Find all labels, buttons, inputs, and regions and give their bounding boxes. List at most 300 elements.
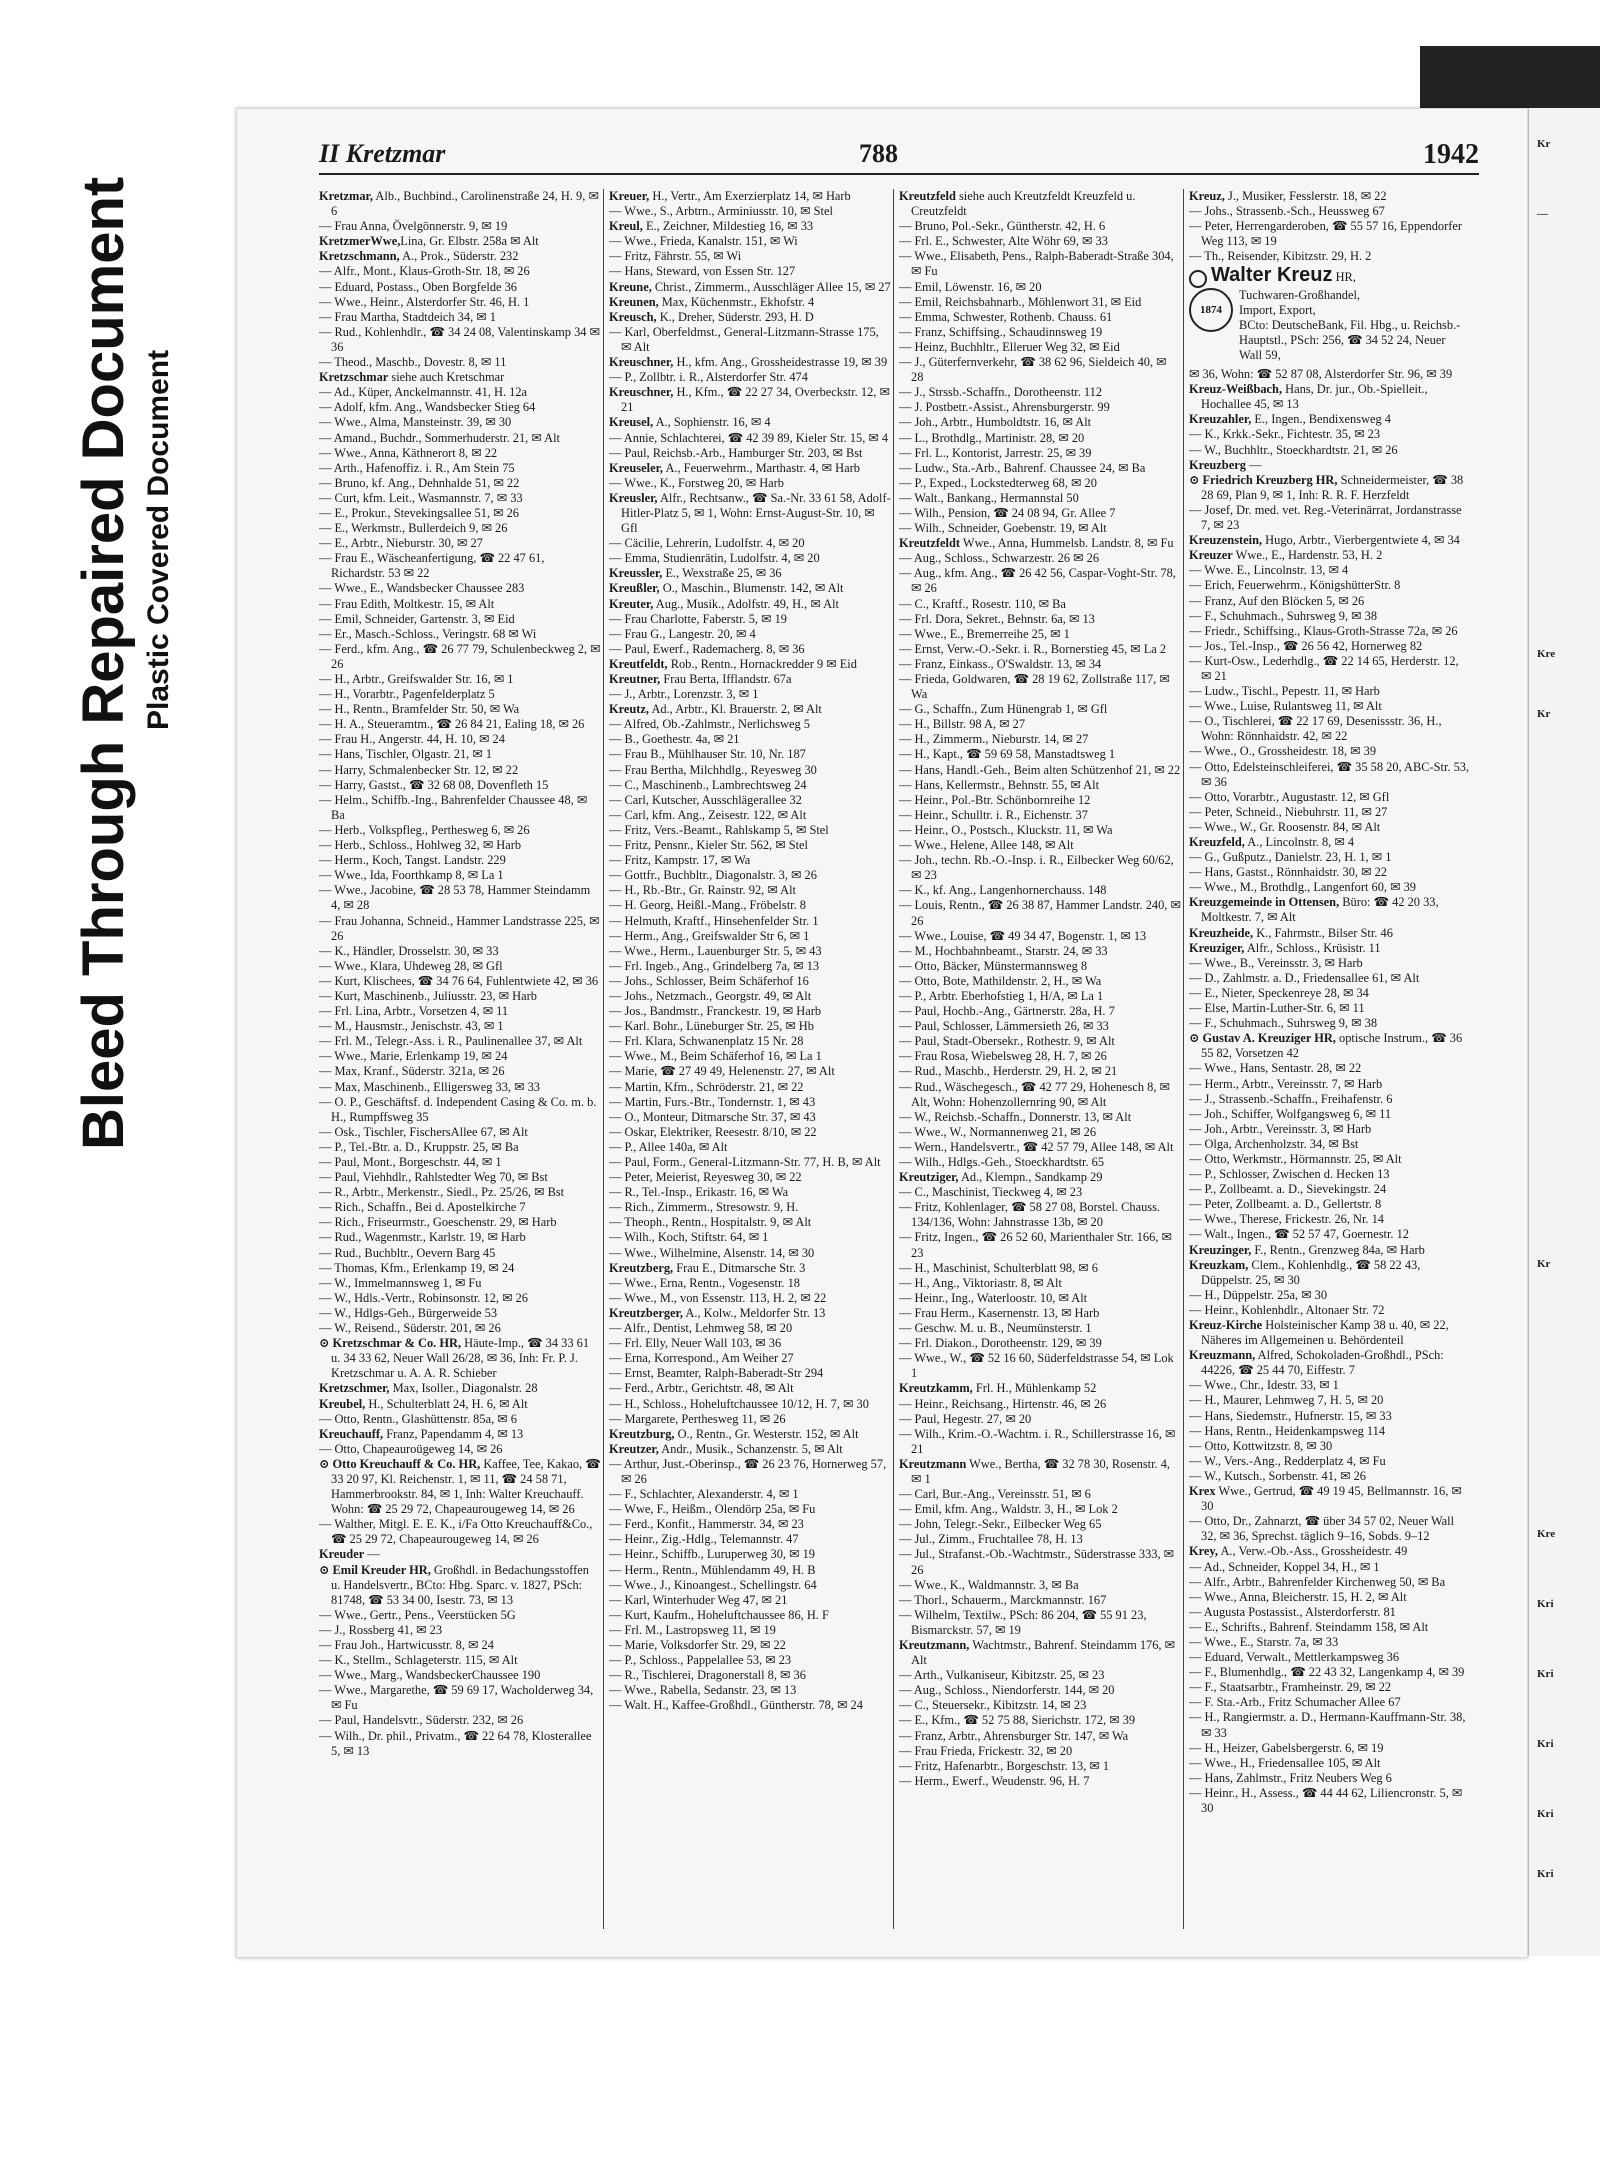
- entry-surname: Kreuzfeld,: [1189, 835, 1245, 849]
- entry-details: Rob., Rentn., Hornackredder 9 ✉ Eid: [667, 656, 857, 671]
- entry-surname: Kreusler,: [609, 490, 658, 505]
- directory-entry: [1189, 1635, 1471, 1650]
- directory-entry: [609, 1427, 891, 1442]
- directory-entry: [899, 1638, 1181, 1668]
- directory-entry: [319, 1215, 601, 1230]
- entry-details: — Emil, Löwenstr. 16, ✉ 20: [899, 279, 1042, 294]
- entry-details: — Frau Anna, Övelgönnerstr. 9, ✉ 19: [319, 219, 508, 234]
- entry-details: — W., Vers.-Ang., Redderplatz 4, ✉ Fu: [1189, 1453, 1386, 1468]
- entry-details: — Louis, Rentn., ☎ 26 38 87, Hammer Landstr. 240, ✉ 26: [899, 898, 1181, 928]
- entry-details: — F., Schuhmach., Suhrsweg 9, ✉ 38: [1189, 608, 1378, 623]
- entry-details: Hans, Dr. jur., Ob.-Spielleit., Hochallee 45, ✉ 13: [1201, 382, 1428, 412]
- directory-entry: [609, 1185, 891, 1200]
- directory-entry: [899, 1457, 1181, 1487]
- directory-entry: [899, 1397, 1181, 1412]
- entry-details: — Fritz, Vers.-Beamt., Rahlskamp 5, ✉ Stel: [609, 822, 829, 837]
- entry-details: — Wwe., W., ☎ 52 16 60, Süderfeldstrasse 54, ✉ Lok 1: [899, 1351, 1174, 1381]
- directory-entry: [1189, 1152, 1471, 1167]
- directory-entry: [1189, 219, 1471, 249]
- entry-details: — Kurt, Klischees, ☎ 34 76 64, Fuhlentwiete 42, ✉ 36: [319, 973, 599, 988]
- directory-entry: [319, 189, 601, 219]
- directory-entry: [609, 264, 891, 279]
- entry-details: — Otto, Rentn., Glashüttenstr. 85a, ✉ 6: [319, 1411, 517, 1426]
- entry-surname: ⊙ Gustav A. Kreuziger HR,: [1189, 1031, 1336, 1046]
- directory-entry: [899, 597, 1181, 612]
- directory-entry: [609, 868, 891, 883]
- directory-entry: [1189, 1469, 1471, 1484]
- directory-entry: [319, 747, 601, 762]
- entry-details: — Josef, Dr. med. vet. Reg.-Veterinärrat, Jordanstrasse 7, ✉ 23: [1189, 502, 1462, 533]
- directory-entry: [1189, 1212, 1471, 1227]
- entry-details: — Wwe., Helene, Allee 148, ✉ Alt: [899, 838, 1074, 853]
- advertisement-line: BCto: DeutscheBank, Fil. Hbg., u. Reichsb.-Hauptstl., PSch: 256, ☎ 34 52 24, Neuer Wall 59,: [1239, 317, 1461, 362]
- directory-entry: [319, 370, 601, 385]
- entry-details: Alfred, Schokoladen-Großhdl., PSch: 44226, ☎ 25 44 70, Eiffestr. 7: [1201, 1348, 1444, 1378]
- entry-surname: Kreusel,: [609, 415, 654, 430]
- entry-details: Wwe., Bertha, ☎ 32 78 30, Rosenstr. 4, ✉ 1: [911, 1456, 1171, 1486]
- directory-entry: [609, 1155, 891, 1170]
- entry-details: — Paul, Mont., Borgeschstr. 44, ✉ 1: [319, 1155, 502, 1169]
- entry-details: siehe auch Kreutzfeldt Kreuzfeld u. Creutzfeldt: [911, 189, 1136, 219]
- directory-entry: [899, 778, 1181, 793]
- entry-details: — Martin, Furs.-Btr., Tondernstr. 1, ✉ 43: [609, 1094, 816, 1109]
- directory-entry: [899, 1578, 1181, 1593]
- entry-details: — Fritz, Fährstr. 55, ✉ Wi: [609, 249, 742, 264]
- entry-details: — Frau Bertha, Milchhdlg., Reyesweg 30: [609, 762, 817, 777]
- entry-details: — Wilh., Schneider, Goebenstr. 19, ✉ Alt: [899, 521, 1107, 536]
- directory-entry: [319, 491, 601, 506]
- directory-entry: [899, 461, 1181, 476]
- entry-details: — Wwe., Herm., Lauenburger Str. 5, ✉ 43: [609, 943, 822, 958]
- directory-entry: [319, 1125, 601, 1140]
- entry-details: Holsteinischer Kamp 38 u. 40, ✉ 22, Näheres im Allgemeinen u. Behördenteil: [1201, 1318, 1449, 1348]
- directory-entry: [899, 838, 1181, 853]
- directory-entry: [609, 732, 891, 747]
- entry-details: — Kurt, Maschinenb., Juliusstr. 23, ✉ Harb: [319, 988, 537, 1003]
- directory-entry: [319, 1683, 601, 1713]
- directory-entry: [609, 717, 891, 732]
- entry-details: — J., Arbtr., Lorenzstr. 3, ✉ 1: [609, 687, 759, 702]
- directory-entry: [609, 989, 891, 1004]
- entry-surname: Kreuzgemeinde in Ottensen,: [1189, 895, 1340, 910]
- entry-surname: Kreul,: [609, 219, 643, 234]
- directory-entry: [1189, 1258, 1471, 1288]
- directory-entry: [319, 1230, 601, 1245]
- entry-details: — Rud., Wäschegesch., ☎ 42 77 29, Hohenesch 8, ✉ Alt, Wohn: Hohenzollernring 90, ✉ Alt: [899, 1079, 1170, 1109]
- directory-entry: [609, 461, 891, 476]
- entry-details: — W., Reisend., Süderstr. 201, ✉ 26: [319, 1321, 501, 1336]
- directory-entry: [609, 823, 891, 838]
- entry-details: — Hans, Handl.-Geh., Beim alten Schützenhof 21, ✉ 22: [899, 762, 1181, 777]
- entry-details: — Johs., Strassenb.-Sch., Heussweg 67: [1189, 204, 1385, 219]
- entry-details: H., kfm. Ang., Grossheidestrasse 19, ✉ 39: [673, 355, 888, 370]
- directory-entry: [319, 355, 601, 370]
- directory-entry: [319, 400, 601, 415]
- directory-entry: [1189, 1378, 1471, 1393]
- entry-details: — Otto, Werkmstr., Hörmannstr. 25, ✉ Alt: [1189, 1151, 1402, 1166]
- entry-details: — Frau B., Mühlhauser Str. 10, Nr. 187: [609, 747, 806, 762]
- directory-entry: [899, 1200, 1181, 1230]
- directory-entry: [609, 898, 891, 913]
- directory-entry: [899, 355, 1181, 385]
- entry-details: — Frl. Klara, Schwanenplatz 15 Nr. 28: [609, 1034, 804, 1049]
- entry-details: — E., Schrifts., Bahrenf. Steindamm 158, ✉ Alt: [1189, 1619, 1429, 1634]
- entry-details: — Eduard, Postass., Oben Borgfelde 36: [319, 279, 517, 294]
- directory-entry: [319, 853, 601, 868]
- directory-entry: [609, 1563, 891, 1578]
- directory-entry: [609, 974, 891, 989]
- directory-entry: [899, 506, 1181, 521]
- entry-surname: Kreuzenstein,: [1189, 533, 1263, 548]
- entry-surname: Kreuzkam,: [1189, 1257, 1249, 1272]
- entry-details: — Jul., Strafanst.-Ob.-Wachtmstr., Süderstrasse 333, ✉ 26: [899, 1547, 1175, 1577]
- directory-entry: [319, 1547, 601, 1562]
- directory-entry: [319, 1276, 601, 1291]
- directory-entry: [899, 400, 1181, 415]
- entry-surname: Kreutzberger,: [609, 1305, 683, 1320]
- entry-details: — Arth., Vulkaniseur, Kibitzstr. 25, ✉ 23: [899, 1668, 1105, 1683]
- entry-surname: Kreuz-Kirche: [1189, 1318, 1263, 1332]
- entry-details: — Frau Rosa, Wiebelsweg 28, H. 7, ✉ 26: [899, 1049, 1107, 1064]
- hr-mark: HR,: [1332, 270, 1356, 285]
- entry-details: — Otto, Kottwitzstr. 8, ✉ 30: [1189, 1438, 1333, 1453]
- entry-details: J., Musiker, Fesslerstr. 18, ✉ 22: [1224, 189, 1387, 203]
- directory-entry: [899, 1064, 1181, 1079]
- entry-details: — R., Tischlerei, Dragonerstall 8, ✉ 36: [609, 1668, 806, 1683]
- entry-details: — Franz, Arbtr., Ahrensburger Str. 147, ✉ Wa: [899, 1728, 1129, 1743]
- header-section: II Kretzmar: [319, 139, 446, 168]
- entry-details: — Hans, Gastst., Rönnhaidstr. 30, ✉ 22: [1189, 865, 1387, 880]
- entry-details: — Walther, Mitgl. E. E. K., i/Fa Otto Kreuchauff&Co., ☎ 25 29 72, Chapeaurougeweg 14, ✉ 26: [319, 1517, 593, 1547]
- directory-entry: [899, 1487, 1181, 1502]
- entry-details: — Hans, Rentn., Heidenkampsweg 114: [1189, 1423, 1386, 1438]
- directory-entry: [319, 219, 601, 234]
- directory-entry: [1189, 1454, 1471, 1469]
- entry-details: — Frau Herm., Kasernenstr. 13, ✉ Harb: [899, 1305, 1100, 1320]
- directory-entry: [319, 1034, 601, 1049]
- entry-details: — Frieda, Goldwaren, ☎ 28 19 62, Zollstraße 117, ✉ Wa: [899, 672, 1170, 702]
- entry-details: — Wwe., Klara, Uhdeweg 28, ✉ Gfl: [319, 958, 503, 973]
- directory-entry: [1189, 189, 1471, 204]
- entry-details: Frau Berta, Ifflandstr. 67a: [660, 672, 792, 686]
- directory-page: [236, 108, 1528, 1958]
- directory-entry: [319, 415, 601, 430]
- entry-details: siehe auch Kretschmar: [388, 370, 505, 385]
- directory-entry: [899, 1261, 1181, 1276]
- entry-details: — J. Postbetr.-Assist., Ahrensburgerstr. 99: [899, 400, 1110, 415]
- entry-details: — Harry, Schmalenbecker Str. 12, ✉ 22: [319, 762, 519, 777]
- directory-entry: [609, 310, 891, 325]
- entry-surname: Kreutzburg,: [609, 1426, 675, 1441]
- entry-details: — P., Tel.-Btr. a. D., Kruppstr. 25, ✉ Ba: [319, 1139, 519, 1154]
- adjacent-page-fragment: Kri: [1537, 1808, 1554, 1820]
- entry-surname: Kreuzmann,: [1189, 1348, 1256, 1363]
- entry-details: — J., Strssb.-Schaffn., Dorotheenstr. 112: [899, 385, 1103, 400]
- entry-details: — D., Zahlmstr. a. D., Friedensallee 61, ✉ Alt: [1189, 970, 1420, 985]
- directory-entry: [1189, 956, 1471, 971]
- entry-details: — P., Arbtr. Eberhofstieg 1, H/A, ✉ La 1: [899, 988, 1104, 1003]
- entry-details: — Frl. M., Lastropsweg 11, ✉ 19: [609, 1622, 776, 1637]
- entry-surname: ⊙ Kretzschmar & Co. HR,: [319, 1336, 462, 1351]
- entry-details: — H., Schloss., Hoheluftchaussee 10/12, H. 7, ✉ 30: [609, 1396, 869, 1411]
- entry-details: — Emil, Schneider, Gartenstr. 3, ✉ Eid: [319, 611, 515, 626]
- directory-entry: [609, 1306, 891, 1321]
- entry-surname: Kreuz,: [1189, 189, 1225, 203]
- entry-details: — Rud., Kohlenhdlr., ☎ 34 24 08, Valentinskamp 34 ✉ 36: [319, 324, 600, 354]
- directory-entry: [609, 415, 891, 430]
- directory-entry: [319, 1170, 601, 1185]
- entry-details: — Peter, Meierist, Reyesweg 30, ✉ 22: [609, 1170, 802, 1185]
- entry-details: — Wwe., Elisabeth, Pens., Ralph-Baberadt-Straße 304, ✉ Fu: [899, 249, 1174, 279]
- directory-entry: [609, 1547, 891, 1562]
- directory-entry: [899, 1321, 1181, 1336]
- directory-entry: [609, 687, 891, 702]
- directory-entry: [899, 1381, 1181, 1396]
- directory-entry: [609, 1351, 891, 1366]
- directory-entry: [609, 295, 891, 310]
- entry-details: Großhdl. in Bedachungsstoffen u. Handelsvertr., BCto: Hbg. Sparc. v. 1827, PSch: 81748, ☎ 53 34 00, Isestr. 73, ✉ 13: [331, 1562, 589, 1607]
- entry-details: Clem., Kohlenhdlg., ☎ 58 22 43, Düppelstr. 25, ✉ 30: [1201, 1257, 1421, 1287]
- entry-details: — Ferd., Arbtr., Gerichtstr. 48, ✉ Alt: [609, 1381, 794, 1396]
- directory-entry: [899, 672, 1181, 702]
- entry-surname: Kreune,: [609, 279, 652, 294]
- directory-entry: [319, 1049, 601, 1064]
- directory-entry: [609, 1034, 891, 1049]
- directory-entry: [609, 355, 891, 370]
- directory-entry: [609, 778, 891, 793]
- entry-details: — Wwe., Louise, ☎ 49 34 47, Bogenstr. 1, ✉ 13: [899, 928, 1147, 943]
- entry-details: — H. A., Steueramtm., ☎ 26 84 21, Ealing 18, ✉ 26: [319, 717, 585, 732]
- directory-entry: [609, 204, 891, 219]
- directory-entry: [609, 370, 891, 385]
- entry-details: — Peter, Zollbeamt. a. D., Gellertstr. 8: [1189, 1197, 1382, 1212]
- entry-details: — Wwe., Marie, Erlenkamp 19, ✉ 24: [319, 1049, 508, 1064]
- entry-details: — Wwe., Hans, Sentastr. 28, ✉ 22: [1189, 1061, 1362, 1076]
- entry-details: — Paul, Reichsb.-Arb., Hamburger Str. 203, ✉ Bst: [609, 445, 863, 460]
- entry-details: Büro: ☎ 42 20 33, Moltkestr. 7, ✉ Alt: [1201, 895, 1439, 925]
- directory-entry: [1189, 699, 1471, 714]
- directory-entry: [1189, 835, 1471, 850]
- entry-details: —: [364, 1547, 380, 1562]
- directory-entry: [899, 1698, 1181, 1713]
- entry-details: — Johs., Netzmach., Georgstr. 49, ✉ Alt: [609, 988, 812, 1003]
- entry-details: — Adolf, kfm. Ang., Wandsbecker Stieg 64: [319, 400, 536, 415]
- directory-entry: [899, 1336, 1181, 1351]
- directory-entry: [899, 898, 1181, 928]
- directory-entry: [609, 536, 891, 551]
- adjacent-page-fragment: Kri: [1537, 1738, 1554, 1750]
- directory-entry: [1189, 1514, 1471, 1544]
- plastic-covered-label: Plastic Covered Document: [142, 349, 175, 730]
- directory-entry: [1189, 1137, 1471, 1152]
- company-seal-icon: 1874: [1189, 288, 1233, 332]
- directory-entry: [319, 446, 601, 461]
- entry-surname: Kreuschner,: [609, 385, 674, 400]
- directory-entry: [319, 1336, 601, 1381]
- directory-entry: [899, 385, 1181, 400]
- directory-entry: [609, 1004, 891, 1019]
- directory-entry: [1189, 1348, 1471, 1378]
- directory-entry: [319, 551, 601, 581]
- directory-entry: [899, 853, 1181, 883]
- entry-details: — Paul, Hochb.-Ang., Gärtnerstr. 28a, H. 7: [899, 1004, 1115, 1019]
- directory-entry: [609, 581, 891, 596]
- directory-entry: [899, 1276, 1181, 1291]
- entry-details: — J., Strassenb.-Schaffn., Freihafenstr. 6: [1189, 1091, 1393, 1106]
- entry-details: — Wwe., H., Friedensallee 105, ✉ Alt: [1189, 1755, 1381, 1770]
- entry-details: — Frl. Elly, Neuer Wall 103, ✉ 36: [609, 1336, 782, 1351]
- entry-details: Schneidermeister, ☎ 38 28 69, Plan 9, ✉ 1, Inh: R. R. F. Herzfeldt: [1201, 472, 1464, 502]
- entry-details: — W., Hdlgs-Geh., Bürgerweide 53: [319, 1305, 498, 1320]
- directory-entry: [899, 1713, 1181, 1728]
- directory-entry: [609, 1381, 891, 1396]
- entry-details: — G., Schaffn., Zum Hünengrab 1, ✉ Gfl: [899, 702, 1108, 717]
- directory-entry: [319, 1638, 601, 1653]
- entry-details: A., Verw.-Ob.-Ass., Grossheidestr. 49: [1218, 1544, 1408, 1559]
- entry-details: — H., Arbtr., Greifswalder Str. 16, ✉ 1: [319, 672, 514, 686]
- directory-entry: [319, 1653, 601, 1668]
- directory-entry: [319, 702, 601, 717]
- entry-details: — Wwe., W., Gr. Roosenstr. 84, ✉ Alt: [1189, 819, 1381, 834]
- entry-details: — Ferd., Konfit., Hammerstr. 34, ✉ 23: [609, 1517, 804, 1532]
- entry-details: — Ludw., Sta.-Arb., Bahrenf. Chaussee 24, ✉ Ba: [899, 460, 1146, 475]
- directory-entry: [1189, 1650, 1471, 1665]
- directory-entry: [899, 1034, 1181, 1049]
- directory-entry: [1189, 1771, 1471, 1786]
- entry-surname: Kreutfeldt,: [609, 656, 668, 671]
- entry-details: — H., Vorarbtr., Pagenfelderplatz 5: [319, 687, 495, 702]
- entry-details: — J., Rossberg 41, ✉ 23: [319, 1622, 443, 1637]
- directory-entry: [899, 1759, 1181, 1774]
- directory-entry: [319, 1246, 601, 1261]
- directory-entry: [319, 1306, 601, 1321]
- entry-details: Franz, Papendamm 4, ✉ 13: [383, 1426, 524, 1441]
- entry-details: — C., Maschinenb., Lambrechtsweg 24: [609, 777, 807, 792]
- directory-entry: [899, 1049, 1181, 1064]
- column-divider: [1183, 189, 1184, 1929]
- entry-details: Frau E., Ditmarsche Str. 3: [673, 1260, 806, 1275]
- entry-details: optische Instrum., ☎ 36 55 82, Vorsetzen 42: [1201, 1031, 1463, 1061]
- entry-details: — Wwe., E., Wandsbecker Chaussee 283: [319, 581, 525, 596]
- entry-details: — Rud., Maschb., Herderstr. 29, H. 2, ✉ 21: [899, 1064, 1118, 1079]
- directory-entry: [899, 1004, 1181, 1019]
- directory-entry: [319, 883, 601, 913]
- entry-details: — Th., Reisender, Kibitzstr. 29, H. 2: [1189, 249, 1372, 264]
- entry-details: — G., Gußputz., Danielstr. 23, H. 1, ✉ 1: [1189, 850, 1392, 865]
- entry-details: — Joh., Arbtr., Vereinsstr. 3, ✉ Harb: [1189, 1121, 1372, 1136]
- directory-entry: [609, 566, 891, 581]
- entry-details: — Arthur, Just.-Oberinsp., ☎ 26 23 76, Hornerweg 57, ✉ 26: [609, 1456, 887, 1486]
- entry-details: — Alfr., Dentist, Lehmweg 58, ✉ 20: [609, 1321, 793, 1336]
- entry-details: — Otto, Dr., Zahnarzt, ☎ über 34 57 02, Neuer Wall 32, ✉ 36, Sprechst. täglich 9–16, Sobds. 9–12: [1189, 1514, 1455, 1544]
- directory-entry: [609, 280, 891, 295]
- directory-entry: [319, 1412, 601, 1427]
- directory-entry: [609, 612, 891, 627]
- entry-details: — Olga, Archenholzstr. 34, ✉ Bst: [1189, 1136, 1359, 1151]
- entry-surname: Kreutzmann,: [899, 1638, 970, 1652]
- entry-surname: Kreuseler,: [609, 460, 664, 475]
- directory-entry: [899, 702, 1181, 717]
- directory-entry: [899, 446, 1181, 461]
- directory-entry: [1189, 941, 1471, 956]
- directory-entry: [609, 1623, 891, 1638]
- entry-details: — Paul, Hegestr. 27, ✉ 20: [899, 1411, 1032, 1426]
- adjacent-page-fragment: —: [1537, 208, 1548, 220]
- directory-entry: [319, 1668, 601, 1683]
- directory-entry: [319, 1321, 601, 1336]
- entry-details: E., Wexstraße 25, ✉ 36: [662, 566, 782, 581]
- directory-entry: [319, 1442, 601, 1457]
- entry-details: — P., Zollbeamt. a. D., Sievekingstr. 24: [1189, 1182, 1387, 1197]
- entry-surname: Kreubel,: [319, 1396, 366, 1411]
- entry-surname: Kreuchauff,: [319, 1426, 384, 1441]
- entry-details: — Wwe., Frieda, Kanalstr. 151, ✉ Wi: [609, 234, 798, 249]
- entry-surname: Krex: [1189, 1484, 1216, 1499]
- directory-entry: [899, 551, 1181, 566]
- directory-entry: [609, 1095, 891, 1110]
- entry-surname: Kretzmar,: [319, 189, 374, 203]
- directory-entry: [609, 219, 891, 234]
- directory-entry: [609, 1412, 891, 1427]
- entry-details: —: [1245, 457, 1262, 472]
- entry-details: — Rud., Buchbltr., Oevern Barg 45: [319, 1245, 496, 1260]
- entry-details: K., Fahrmstr., Bilser Str. 46: [1253, 925, 1393, 940]
- directory-entry: [899, 808, 1181, 823]
- entry-surname: Kreunen,: [609, 294, 659, 309]
- entry-details: — Rich., Schaffn., Bei d. Apostelkirche 7: [319, 1200, 526, 1215]
- entry-surname: Kreutziger,: [899, 1170, 959, 1185]
- directory-entry: [319, 1185, 601, 1200]
- entry-details: — Herm., Ang., Greifswalder Str 6, ✉ 1: [609, 928, 810, 943]
- directory-entry: [1189, 1544, 1471, 1559]
- directory-entry: [609, 1487, 891, 1502]
- directory-entry: [609, 702, 891, 717]
- entry-details: — Wwe., Marg., WandsbeckerChaussee 190: [319, 1668, 541, 1683]
- entry-details: — F. Sta.-Arb., Fritz Schumacher Allee 67: [1189, 1695, 1401, 1710]
- directory-entry: [899, 612, 1181, 627]
- entry-details: — Wwe., Luise, Rulantsweg 11, ✉ Alt: [1189, 699, 1382, 714]
- entry-surname: Kreuz-Weißbach,: [1189, 382, 1283, 397]
- entry-details: — Hans, Siedemstr., Hufnerstr. 15, ✉ 33: [1189, 1408, 1392, 1423]
- page-year: 1942: [1423, 139, 1479, 170]
- entry-details: — Jos., Tel.-Insp., ☎ 26 56 42, Hornerweg 82: [1189, 638, 1423, 653]
- directory-entry: [899, 944, 1181, 959]
- entry-details: — Paul, Handelsvtr., Süderstr. 232, ✉ 26: [319, 1713, 524, 1728]
- directory-entry: [609, 1668, 891, 1683]
- entry-details: — Herm., Arbtr., Vereinsstr. 7, ✉ Harb: [1189, 1076, 1383, 1091]
- entry-details: — K., Händler, Drosselstr. 30, ✉ 33: [319, 943, 499, 958]
- entry-details: A., Sophienstr. 16, ✉ 4: [653, 415, 771, 430]
- adjacent-page-fragment: Kri: [1537, 1668, 1554, 1680]
- directory-entry: [319, 536, 601, 551]
- directory-entry: [899, 536, 1181, 551]
- directory-entry: [609, 1049, 891, 1064]
- entry-details: — J., Güterfernverkehr, ☎ 38 62 96, Sieldeich 40, ✉ 28: [899, 355, 1167, 385]
- entry-details: — Wilhelm, Textilw., PSch: 86 204, ☎ 55 91 23, Bismarckstr. 57, ✉ 19: [899, 1607, 1147, 1637]
- directory-entry: [609, 1593, 891, 1608]
- entry-details: — Friedr., Schiffsing., Klaus-Groth-Strasse 72a, ✉ 26: [1189, 623, 1458, 638]
- entry-details: — Gottfr., Buchbltr., Diagonalstr. 3, ✉ 26: [609, 868, 817, 883]
- directory-entry: [319, 521, 601, 536]
- entry-details: — Erich, Feuerwehrm., KönigshütterStr. 8: [1189, 578, 1401, 593]
- directory-entry: [1189, 820, 1471, 835]
- directory-entry: [609, 627, 891, 642]
- entry-details: — Herb., Volkspfleg., Perthesweg 6, ✉ 26: [319, 822, 530, 837]
- entry-surname: Kreutzfeld: [899, 189, 956, 203]
- directory-entry: [899, 1412, 1181, 1427]
- entry-details: — K., kf. Ang., Langenhornerchauss. 148: [899, 883, 1107, 898]
- entry-details: — Wwe., M., Brothdlg., Langenfort 60, ✉ 39: [1189, 880, 1416, 895]
